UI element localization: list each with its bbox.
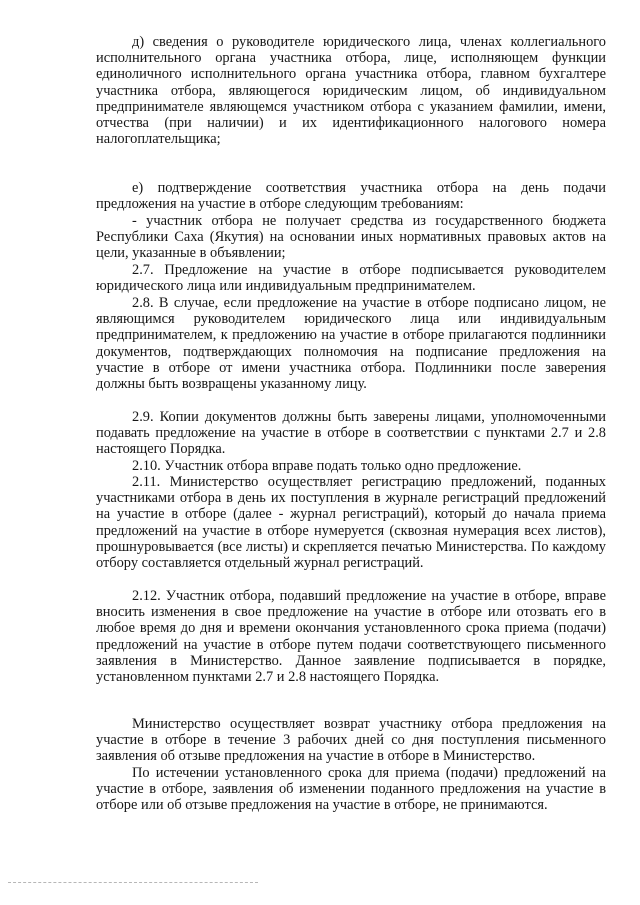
paragraph-d-manager-info: д) сведения о руководителе юридического лица, членах коллегиального исполнительного органа участника отбора, лице, исполняющем функции единоличного исполнительного органа участника отбора, главном бухгалтере участника отбора, являющегося юридическим лицом, об индивидуальном предпринимателе являющемся участником отбора с указанием фамилии, имени, отчества (при наличии) и их идентификационного налогового номера налогоплательщика;: [96, 34, 606, 148]
paragraph-e-confirmation: е) подтверждение соответствия участника отбора на день подачи предложения на участие в отборе следующим требованиям:: [96, 180, 606, 213]
paragraph-return: Министерство осуществляет возврат участнику отбора предложения на участие в отборе в течение 3 рабочих дней со дня поступления письменного заявления об отзыве предложения на участие в отборе в Министерство.: [96, 716, 606, 765]
paragraph-2-11: 2.11. Министерство осуществляет регистрацию предложений, поданных участниками отбора в день их поступления в журнале регистраций предложений на участие в отборе (далее - журнал регистраций), который до начала приема предложений на участие в отборе нумеруется (сквозная нумерация всех листов), прошнуровывается (все листы) и скрепляется печатью Министерства. По каждому отбору составляется отдельный журнал регистраций.: [96, 474, 606, 572]
paragraph-budget-requirement: - участник отбора не получает средства из государственного бюджета Республики Саха (Якутия) на основании иных нормативных правовых актов на цели, указанные в объявлении;: [96, 213, 606, 262]
paragraph-deadline: По истечении установленного срока для приема (подачи) предложений на участие в отборе, заявления об изменении поданного предложения на участие в отборе или об отзыве предложения на участие в отборе, не принимаются.: [96, 765, 606, 814]
paragraph-2-7: 2.7. Предложение на участие в отборе подписывается руководителем юридического лица или индивидуальным предпринимателем.: [96, 262, 606, 295]
paragraph-2-9: 2.9. Копии документов должны быть заверены лицами, уполномоченными подавать предложение на участие в отборе в соответствии с пунктами 2.7 и 2.8 настоящего Порядка.: [96, 409, 606, 458]
paragraph-2-8: 2.8. В случае, если предложение на участие в отборе подписано лицом, не являющимся руководителем юридического лица или индивидуальным предпринимателем, к предложению на участие в отборе прилагаются подлинники документов, подтверждающих полномочия на подписание предложения на участие в отборе от имени участника отбора. Подлинники после заверения должны быть возвращены указанному лицу.: [96, 295, 606, 393]
scan-artifact-line: [8, 882, 258, 883]
paragraph-2-10: 2.10. Участник отбора вправе подать только одно предложение.: [132, 458, 522, 474]
paragraph-2-12: 2.12. Участник отбора, подавший предложение на участие в отборе, вправе вносить изменения в свое предложение на участие в отборе или отозвать его в любое время до дня и времени окончания установленного срока приема (подачи) предложений на участие в отборе путем подачи соответствующего письменного заявления в Министерство. Данное заявление подписывается в порядке, установленном пунктами 2.7 и 2.8 настоящего Порядка.: [96, 588, 606, 686]
